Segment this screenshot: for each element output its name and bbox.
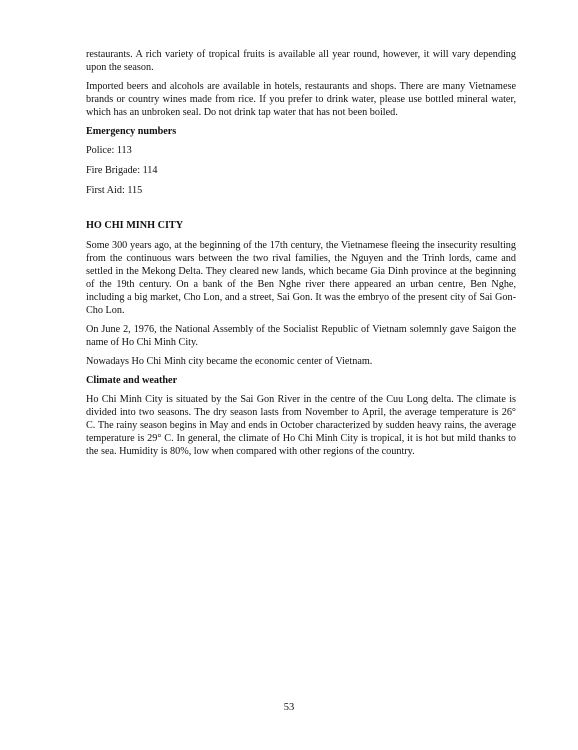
emergency-numbers-heading: Emergency numbers [86,126,177,137]
document-page [86,48,516,464]
hcmc-history-paragraph: Some 300 years ago, at the beginning of the 17th century, the Vietnamese fleeing the insecurity resulting from the continuous wars between the two rival families, the Nguyen and the Trinh lords, came and settled in the Mekong Delta. They cleared new lands, which became Gia Dinh province at the beginning of the 19th century. On a bank of the Ben Nghe river there appeared an urban centre, Ben Nghe, including a big market, Cho Lon, and a street, Sai Gon. It was the embryo of the present city of Sai Gon-Cho Lon. [86,240,516,316]
emergency-first-aid: First Aid: 115 [86,185,143,196]
hcmc-naming-paragraph: On June 2, 1976, the National Assembly of the Socialist Republic of Vietnam solemnly gave Saigon the name of Ho Chi Minh City. [86,324,516,348]
climate-paragraph: Ho Chi Minh City is situated by the Sai Gon River in the centre of the Cuu Long delta. The climate is divided into two seasons. The dry season lasts from November to April, the average temperature is 26° C. The rainy season begins in May and ends in October characterized by sudden heavy rains, the average temperature is 29° C. In general, the climate of Ho Chi Minh City is tropical, it is hot but mild thanks to the sea. Humidity is 80%, low when compared with other regions of the country. [86,394,516,457]
emergency-police: Police: 113 [86,145,132,156]
emergency-fire-brigade: Fire Brigade: 114 [86,165,158,176]
climate-heading: Climate and weather [86,375,178,386]
page-number: 53 [283,702,295,713]
intro-paragraph-fruits: restaurants. A rich variety of tropical fruits is available all year round, however, it will vary depending upon the season. [86,49,516,73]
intro-paragraph-drinks: Imported beers and alcohols are available in hotels, restaurants and shops. There are many Vietnamese brands or country wines made from rice. If you prefer to drink water, please use bottled mineral water, which has an unbroken seal. Do not drink tap water that has not been boiled. [86,81,516,118]
hcmc-heading: HO CHI MINH CITY [86,220,184,231]
hcmc-economy-paragraph: Nowadays Ho Chi Minh city became the economic center of Vietnam. [86,356,373,367]
